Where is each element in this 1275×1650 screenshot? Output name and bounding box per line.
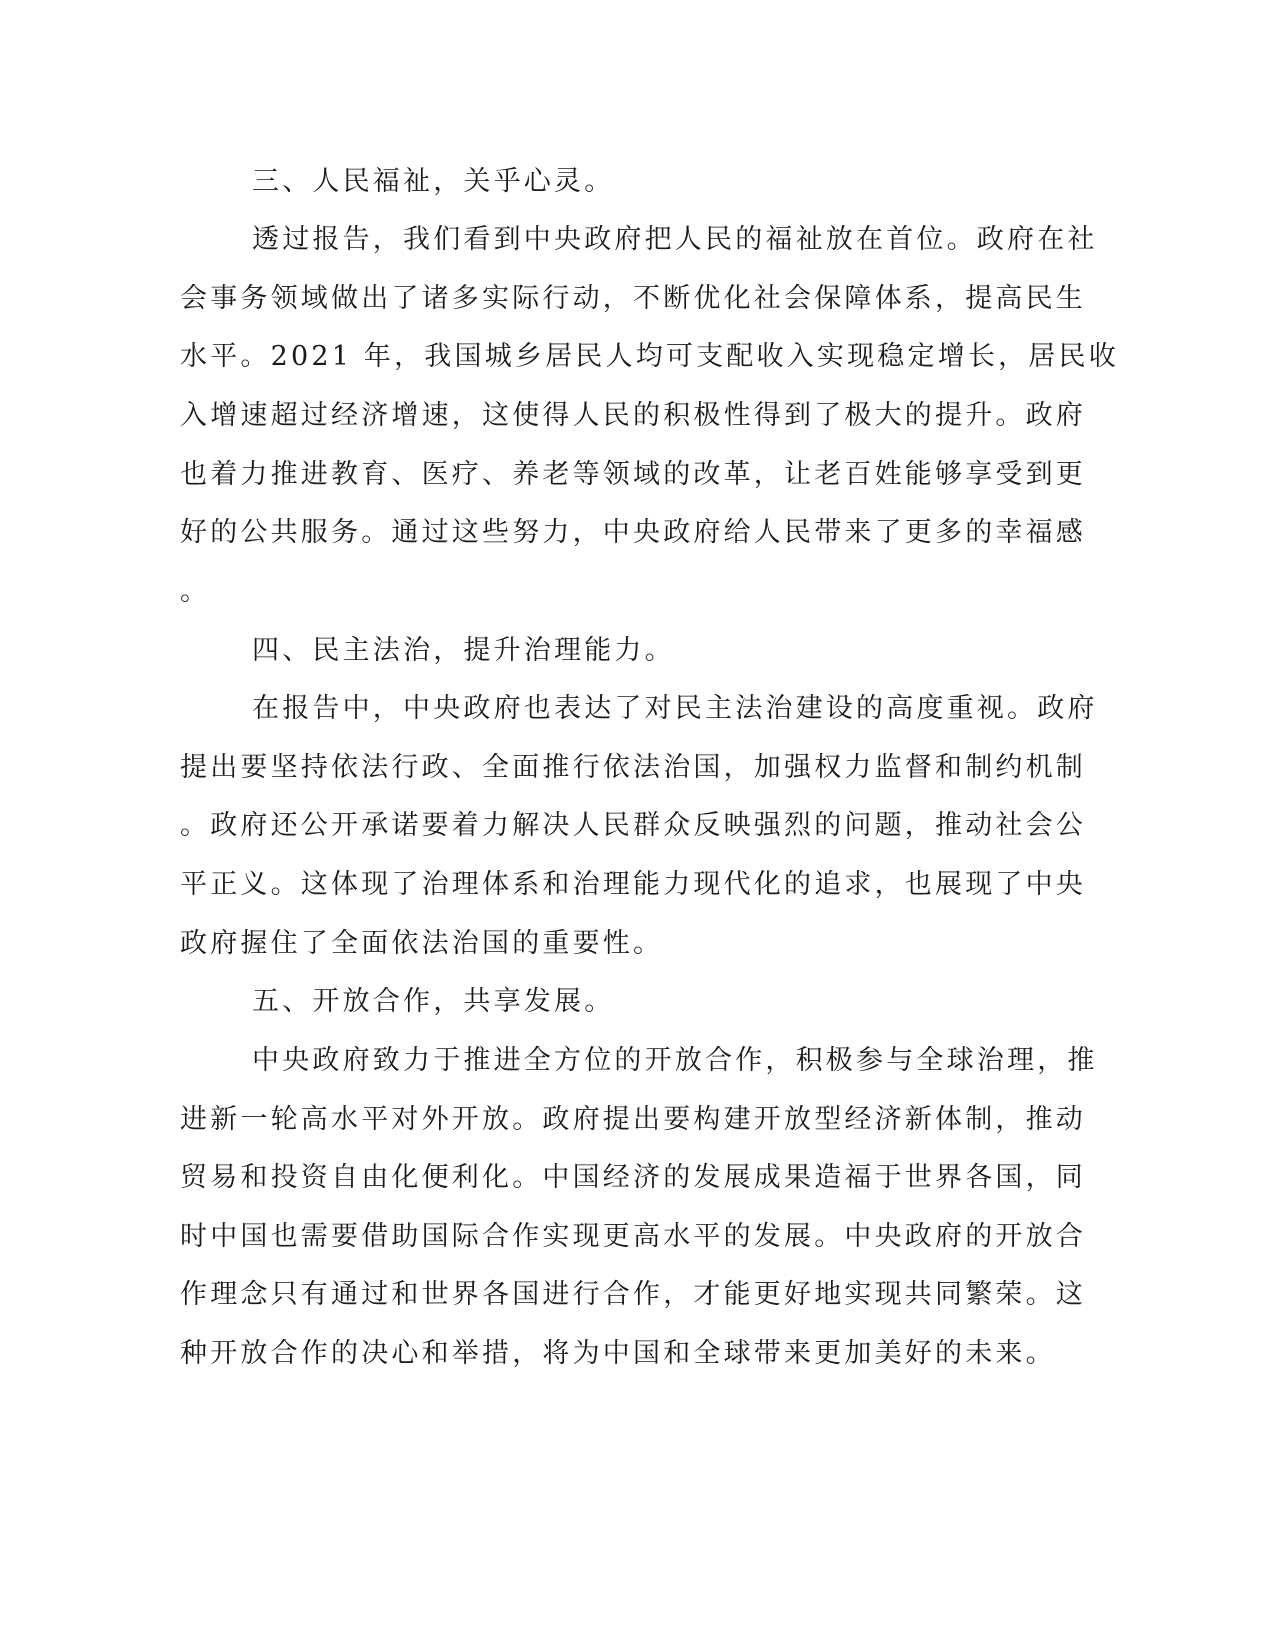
section-heading-3: 三、人民福祉，关乎心灵。 bbox=[252, 166, 615, 197]
paragraph-line: 。政府还公开承诺要着力解决人民群众反映强烈的问题，推动社会公 bbox=[180, 810, 1086, 841]
paragraph-line: 时中国也需要借助国际合作实现更高水平的发展。中央政府的开放合 bbox=[180, 1221, 1086, 1252]
section-heading-5: 五、开放合作，共享发展。 bbox=[252, 986, 615, 1017]
paragraph-line: 作理念只有通过和世界各国进行合作，才能更好地实现共同繁荣。这 bbox=[180, 1279, 1086, 1310]
paragraph-line: 提出要坚持依法行政、全面推行依法治国，加强权力监督和制约机制 bbox=[180, 752, 1086, 783]
paragraph-line: 。 bbox=[180, 576, 211, 607]
paragraph-line: 贸易和投资自由化便利化。中国经济的发展成果造福于世界各国，同 bbox=[180, 1162, 1086, 1193]
paragraph-line: 平正义。这体现了治理体系和治理能力现代化的追求，也展现了中央 bbox=[180, 869, 1086, 900]
section-heading-4: 四、民主法治，提升治理能力。 bbox=[252, 635, 675, 666]
paragraph-line: 好的公共服务。通过这些努力，中央政府给人民带来了更多的幸福感 bbox=[180, 517, 1086, 548]
paragraph-line: 也着力推进教育、医疗、养老等领域的改革，让老百姓能够享受到更 bbox=[180, 459, 1086, 490]
paragraph-line: 透过报告，我们看到中央政府把人民的福祉放在首位。政府在社 bbox=[252, 224, 1098, 255]
paragraph-line: 入增速超过经济增速，这使得人民的积极性得到了极大的提升。政府 bbox=[180, 400, 1086, 431]
paragraph-line: 会事务领域做出了诸多实际行动，不断优化社会保障体系，提高民生 bbox=[180, 283, 1086, 314]
paragraph-line: 水平。2021 年，我国城乡居民人均可支配收入实现稳定增长，居民收 bbox=[180, 341, 1119, 372]
paragraph-line: 在报告中，中央政府也表达了对民主法治建设的高度重视。政府 bbox=[252, 693, 1098, 724]
paragraph-line: 种开放合作的决心和举措，将为中国和全球带来更加美好的未来。 bbox=[180, 1338, 1056, 1369]
paragraph-line: 中央政府致力于推进全方位的开放合作，积极参与全球治理，推 bbox=[252, 1045, 1098, 1076]
paragraph-line: 政府握住了全面依法治国的重要性。 bbox=[180, 928, 664, 959]
paragraph-line: 进新一轮高水平对外开放。政府提出要构建开放型经济新体制，推动 bbox=[180, 1104, 1086, 1135]
